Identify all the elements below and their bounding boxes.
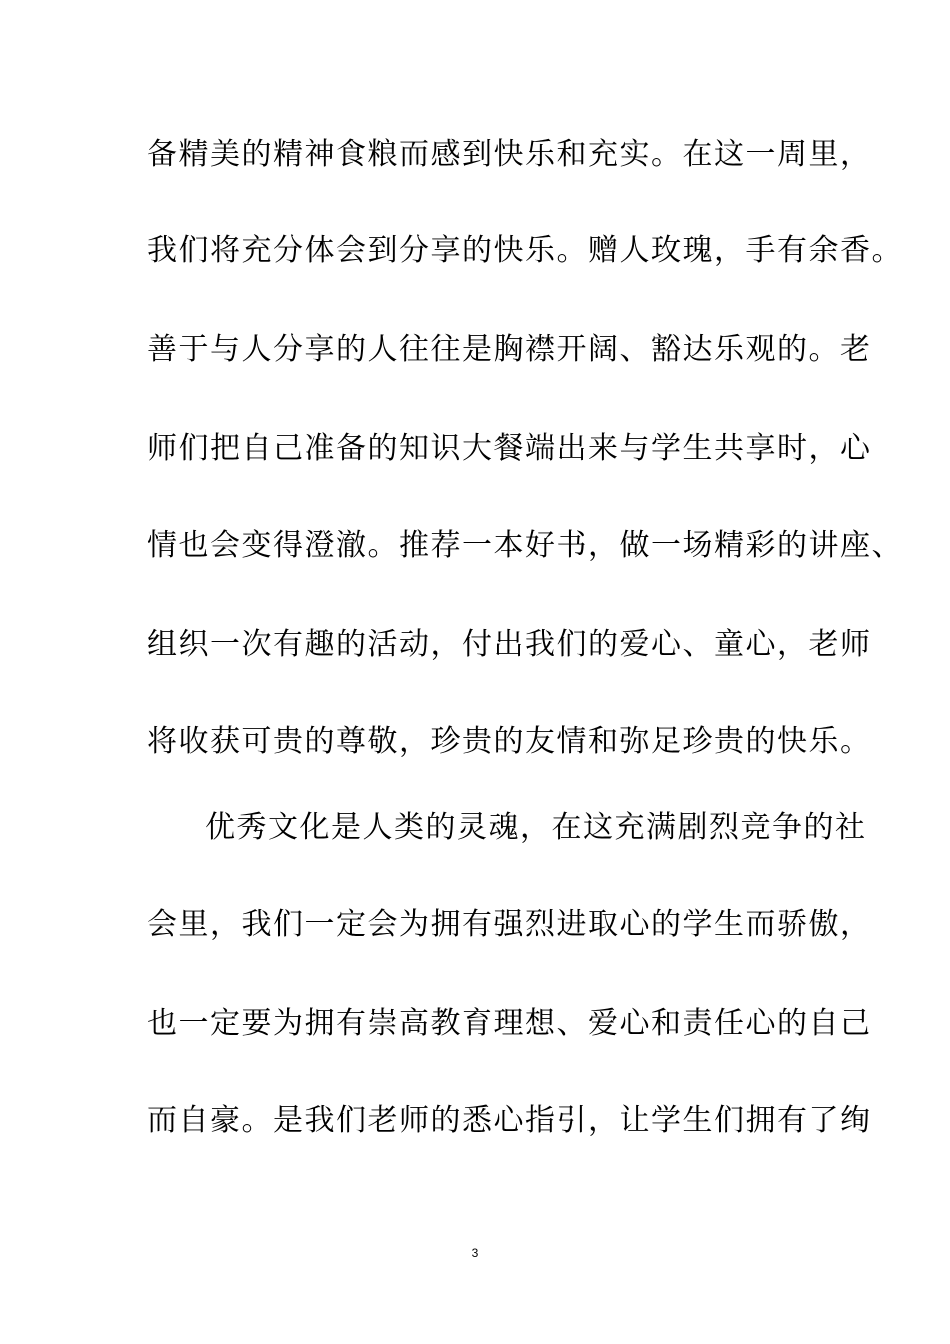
- text-line-5: 情也会变得澄澈。推荐一本好书，做一场精彩的讲座、: [147, 528, 903, 563]
- text-line-2: 我们将充分体会到分享的快乐。赠人玫瑰，手有余香。: [147, 233, 903, 268]
- text-line-6: 组织一次有趣的活动，付出我们的爱心、童心，老师: [147, 627, 872, 662]
- page-number: 3: [471, 1246, 479, 1260]
- text-line-10: 也一定要为拥有崇高教育理想、爱心和责任心的自己: [147, 1006, 872, 1041]
- text-line-3: 善于与人分享的人往往是胸襟开阔、豁达乐观的。老: [147, 332, 872, 367]
- text-line-11: 而自豪。是我们老师的悉心指引，让学生们拥有了绚: [147, 1103, 872, 1138]
- text-line-1: 备精美的精神食粮而感到快乐和充实。在这一周里，: [147, 137, 872, 172]
- paragraph-start-line: 优秀文化是人类的灵魂，在这充满剧烈竞争的社: [205, 810, 867, 845]
- text-line-4: 师们把自己准备的知识大餐端出来与学生共享时，心: [147, 431, 872, 466]
- text-line-7: 将收获可贵的尊敬，珍贵的友情和弥足珍贵的快乐。: [147, 724, 872, 759]
- text-line-9: 会里，我们一定会为拥有强烈进取心的学生而骄傲，: [147, 907, 872, 942]
